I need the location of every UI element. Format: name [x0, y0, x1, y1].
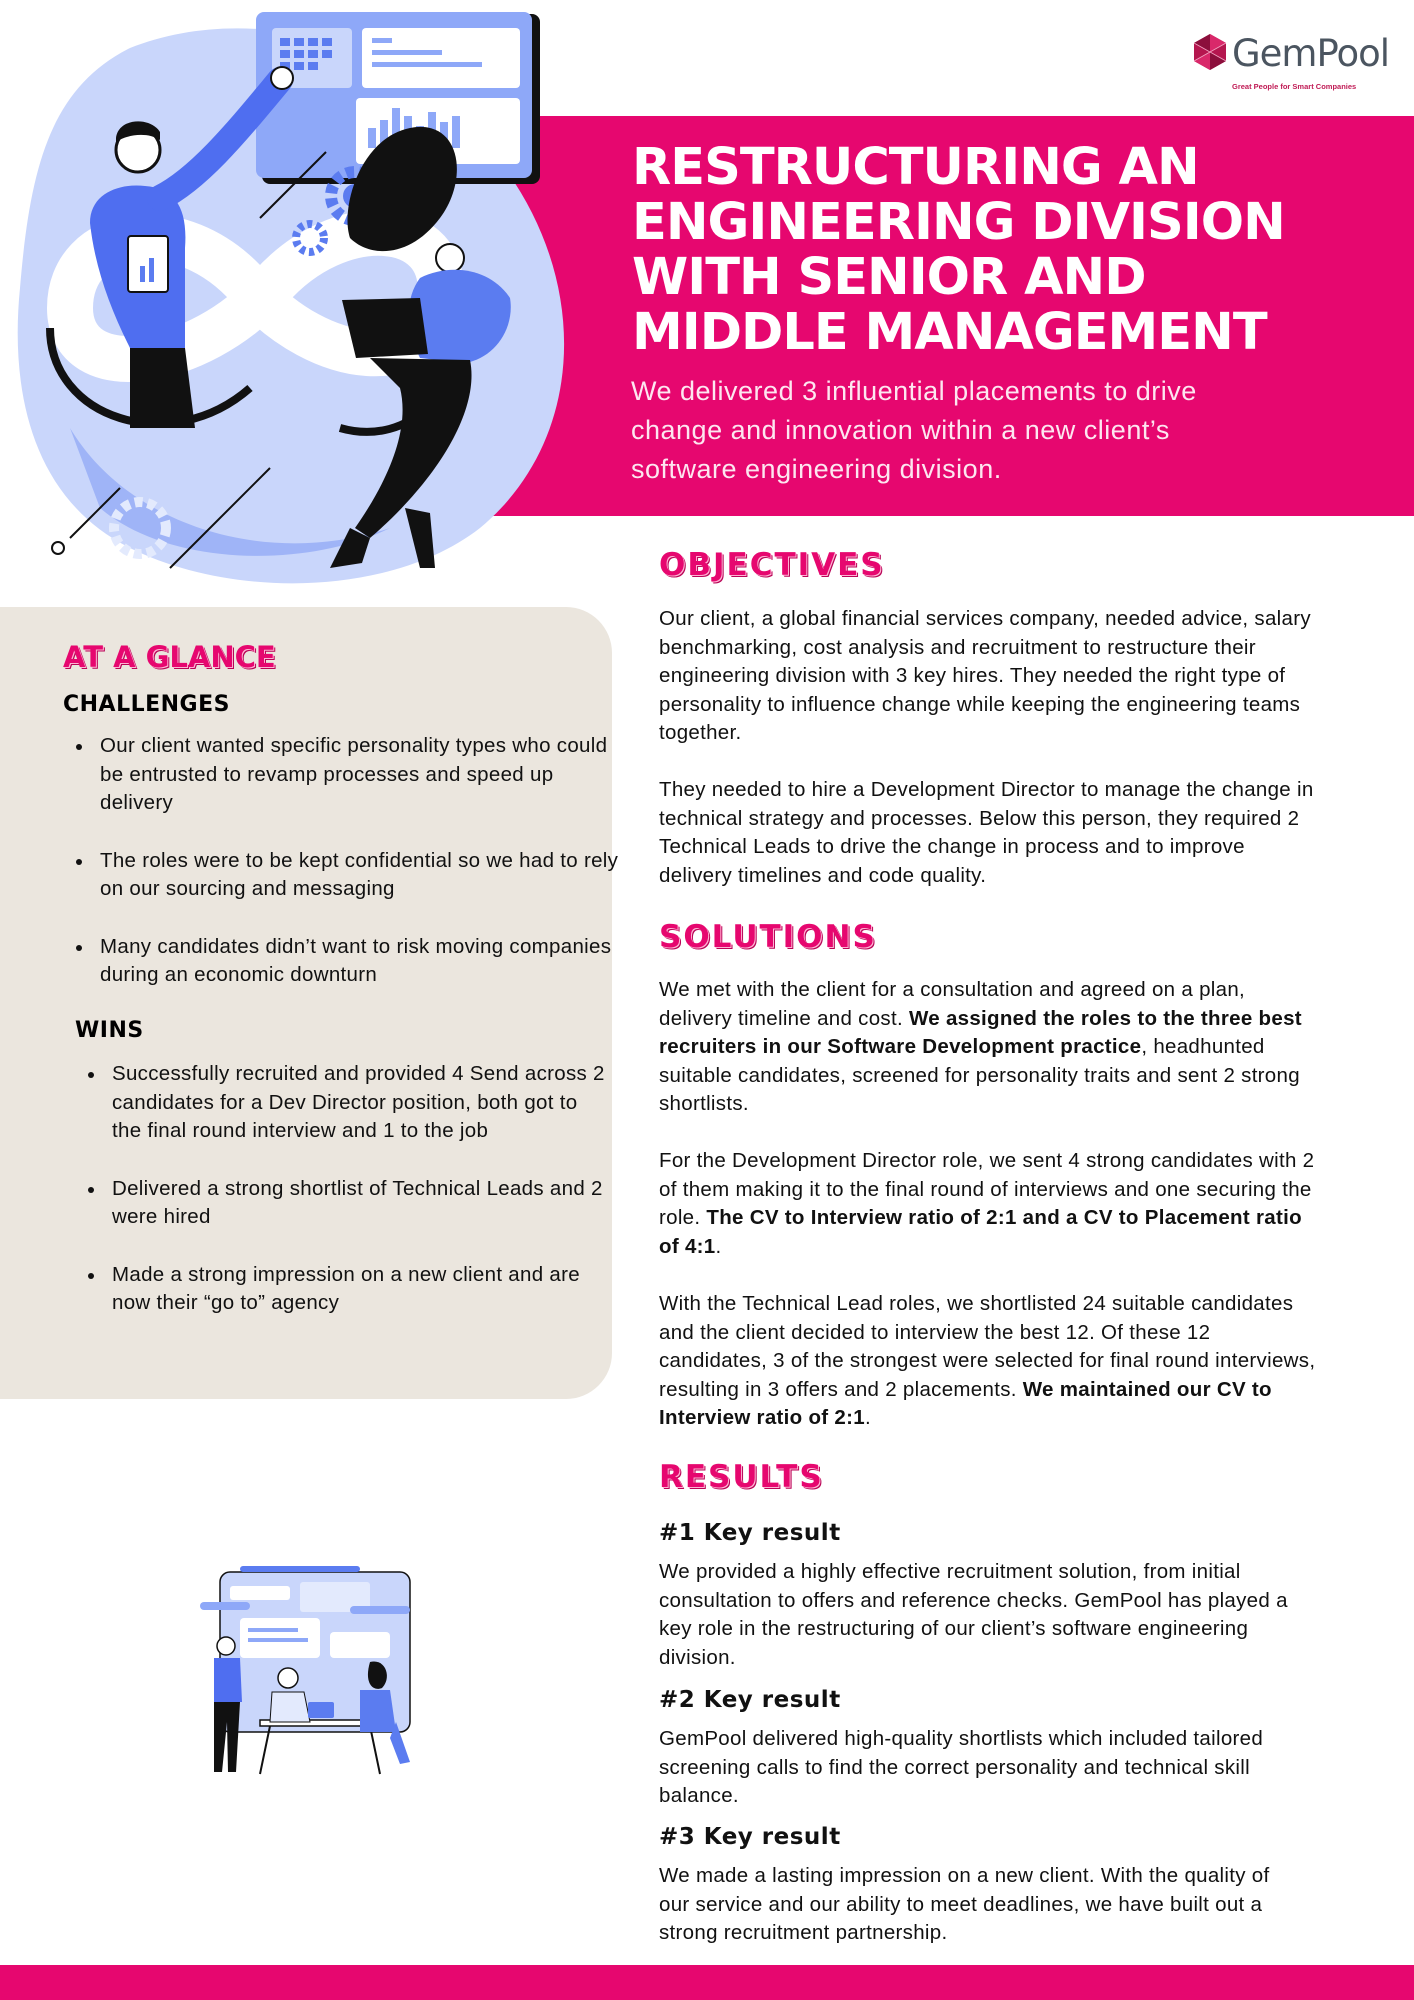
office-meeting-illustration	[200, 1562, 432, 1788]
hero-subtitle: We delivered 3 influential placements to drive change and innovation within a new client’s software engineering division.	[631, 376, 1197, 484]
list-item: Many candidates didn’t want to risk moving companies during an economic downturn	[100, 933, 630, 990]
wins-list	[76, 1060, 612, 1347]
list-item: Successfully recruited and provided 4 Send across 2 candidates for a Dev Director position, both got to the final round interview and 1 to the job	[112, 1060, 612, 1146]
challenges-list	[64, 732, 630, 1019]
solutions-highlight: We maintained our CV to Interview ratio of 2:1	[659, 1377, 1272, 1429]
solutions-highlight: The CV to Interview ratio of 2:1 and a CV to Placement ratio of 4:1	[659, 1206, 1302, 1258]
solutions-paragraph-1	[659, 976, 1319, 1119]
wins-heading: WINS	[75, 1018, 144, 1043]
key-result-2-heading: #2 Key result	[659, 1687, 841, 1713]
solutions-text: We met with the client for a consultation and agreed on a plan, delivery timeline and cost.	[659, 978, 1246, 1030]
key-result-1-text: We provided a highly effective recruitment solution, from initial consultation to offers and reference checks. GemPool has played a key role in the restructuring of our client’s software engineering division.	[659, 1560, 1288, 1669]
logo-tagline: Great People for Smart Companies	[1232, 82, 1357, 91]
footer-band	[0, 1965, 1414, 2000]
solutions-paragraph-2	[659, 1147, 1319, 1261]
glance-title: AT A GLANCE	[63, 640, 276, 674]
results-heading: RESULTS	[659, 1459, 824, 1495]
objectives-heading: OBJECTIVES	[659, 547, 885, 583]
list-item: The roles were to be kept confidential so we had to rely on our sourcing and messaging	[100, 847, 630, 904]
page-title: RESTRUCTURING AN ENGINEERING DIVISION WITH SENIOR AND MIDDLE MANAGEMENT	[632, 138, 1285, 362]
key-result-3-text: We made a lasting impression on a new client. With the quality of our service and our ability to meet deadlines, we have built out a strong recruitment partnership.	[659, 1864, 1270, 1944]
solutions-highlight: We assigned the roles to the three best recruiters in our Software Development practice	[659, 1006, 1302, 1058]
solutions-heading: SOLUTIONS	[659, 919, 877, 955]
key-result-1-heading: #1 Key result	[659, 1520, 841, 1546]
list-item: Our client wanted specific personality types who could be entrusted to revamp processes and speed up delivery	[100, 732, 630, 818]
gempool-logo[interactable]	[1190, 30, 1390, 104]
teamwork-dashboard-illustration	[10, 8, 610, 590]
logo-wordmark: GemPool	[1232, 32, 1390, 75]
key-result-2-text: GemPool delivered high-quality shortlists which included tailored screening calls to find the correct personality and technical skill balance.	[659, 1727, 1264, 1807]
list-item: Made a strong impression on a new client and are now their “go to” agency	[112, 1261, 612, 1318]
solutions-text: .	[715, 1234, 722, 1258]
challenges-heading: CHALLENGES	[63, 692, 230, 717]
solutions-text: .	[864, 1406, 871, 1429]
objectives-paragraph-2: They needed to hire a Development Director to manage the change in technical strategy and processes. Below this person, they required 2 Technical Leads to drive the change in process and to improve delivery timelines and code quality.	[659, 778, 1314, 887]
objectives-paragraph-1: Our client, a global financial services company, needed advice, salary benchmarking, cost analysis and recruitment to restructure their engineering division with 3 key hires. They needed the right type of personality to influence change while keeping the engineering teams together.	[659, 607, 1311, 744]
solutions-text: , headhunted suitable candidates, screened for personality traits and sent 2 strong shortlists.	[659, 1035, 1300, 1115]
solutions-paragraph-3	[659, 1290, 1319, 1433]
key-result-3-heading: #3 Key result	[659, 1824, 841, 1850]
gem-icon	[1190, 32, 1230, 72]
solutions-text: For the Development Director role, we sent 4 strong candidates with 2 of them making it to the final round of interviews and one securing the role.	[659, 1149, 1315, 1229]
list-item: Delivered a strong shortlist of Technical Leads and 2 were hired	[112, 1175, 612, 1232]
solutions-text: With the Technical Lead roles, we shortlisted 24 suitable candidates and the client decided to interview the best 12. Of these 12 candidates, 3 of the strongest were selected for final round interviews, resulting in 3 offers and 2 placements.	[659, 1292, 1316, 1401]
